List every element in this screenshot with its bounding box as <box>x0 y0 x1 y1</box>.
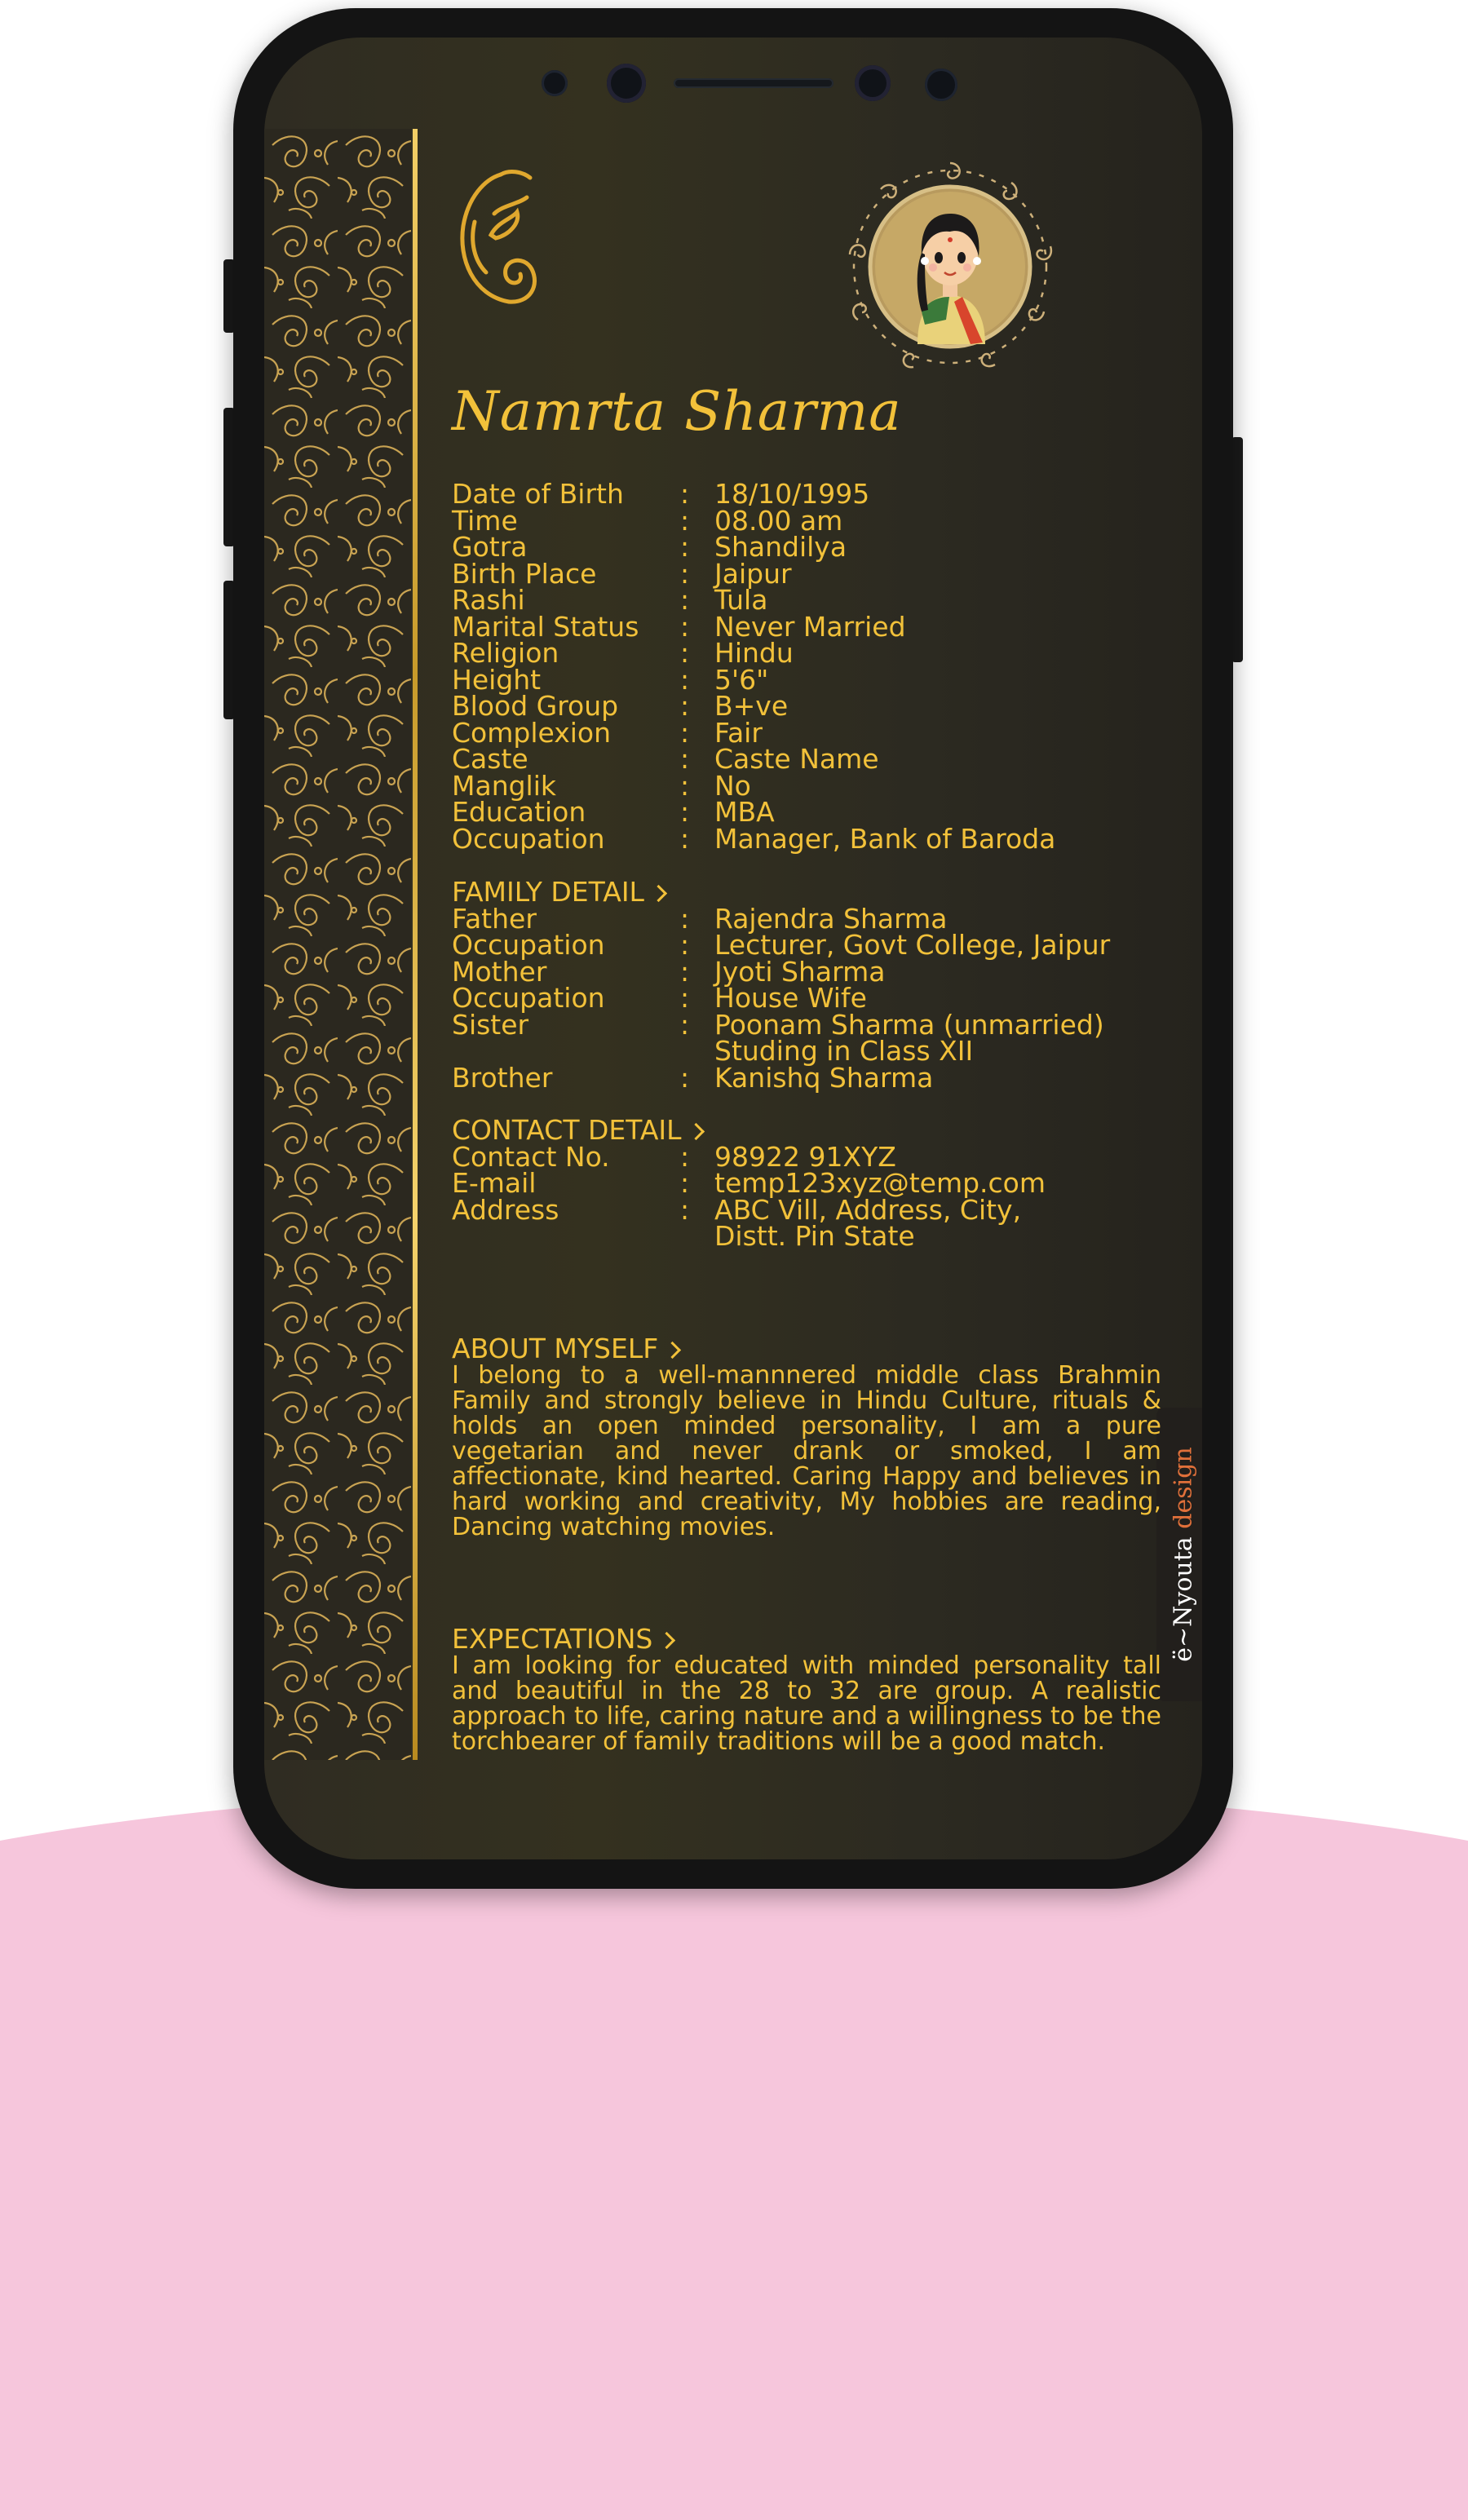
separator: : <box>680 716 690 749</box>
detail-row <box>452 690 1055 722</box>
detail-value: Rajendra Sharma <box>714 902 948 935</box>
detail-row <box>452 1220 1046 1252</box>
detail-value: No <box>714 769 751 802</box>
detail-row <box>452 637 1055 669</box>
detail-row <box>452 982 1110 1014</box>
detail-value: Shandilya <box>714 531 847 563</box>
expectations-heading <box>452 1623 1161 1655</box>
detail-label: Address <box>452 1193 559 1226</box>
detail-row <box>452 1061 1110 1094</box>
detail-value: Kanishq Sharma <box>714 1061 934 1094</box>
sensor-dot <box>855 65 891 101</box>
detail-label: Father <box>452 902 537 935</box>
family-heading <box>452 876 1110 908</box>
detail-label: Birth Place <box>452 557 597 590</box>
bride-avatar-icon <box>840 157 1060 377</box>
contact-address: ABC Vill, Address, City, <box>714 1193 1022 1226</box>
expectations-text: I am looking for educated with minded personality tall and beautiful in the 28 to 32 are group. A realistic approach to life, caring nature and a willingness to be the torchbearer of family traditions will be a good match. <box>452 1651 1161 1756</box>
detail-row <box>452 796 1055 828</box>
about-section <box>452 1333 1161 1541</box>
contact-heading <box>452 1114 1046 1146</box>
separator: : <box>680 584 690 616</box>
detail-value: 5'6" <box>714 663 769 696</box>
earpiece-speaker <box>674 78 833 88</box>
detail-value: Jaipur <box>714 557 792 590</box>
family-heading-label: FAMILY DETAIL <box>452 876 644 908</box>
separator: : <box>680 955 690 988</box>
detail-row <box>452 743 1055 775</box>
detail-value: 18/10/1995 <box>714 478 870 510</box>
detail-label: Gotra <box>452 531 528 563</box>
chevron-right-icon <box>664 1342 681 1359</box>
detail-value: Tula <box>714 584 768 616</box>
sensor-dot <box>542 70 568 96</box>
contact-details <box>452 1114 1046 1252</box>
detail-row <box>452 1035 1110 1067</box>
detail-row <box>452 478 1055 510</box>
detail-value: B+ve <box>714 690 789 722</box>
contact-heading-label: CONTACT DETAIL <box>452 1114 682 1146</box>
separator: : <box>680 663 690 696</box>
separator: : <box>680 637 690 669</box>
detail-value: Poonam Sharma (unmarried) <box>714 1008 1104 1041</box>
detail-label: Rashi <box>452 584 525 616</box>
detail-value: Hindu <box>714 637 794 669</box>
detail-label: Sister <box>452 1008 529 1041</box>
about-heading <box>452 1333 1161 1364</box>
profile-name: Namrta Sharma <box>452 380 902 443</box>
separator: : <box>680 1193 690 1226</box>
detail-label: Height <box>452 663 542 696</box>
detail-value: Never Married <box>714 610 906 643</box>
gold-divider-line <box>413 129 418 1760</box>
pink-background-band <box>0 1786 1468 2520</box>
watermark-badge <box>1156 1408 1202 1701</box>
separator: : <box>680 822 690 855</box>
detail-label: Date of Birth <box>452 478 624 510</box>
detail-label: Occupation <box>452 822 605 855</box>
about-heading-label: ABOUT MYSELF <box>452 1333 659 1364</box>
ornamental-border <box>264 129 411 1760</box>
detail-row <box>452 1167 1046 1199</box>
separator: : <box>680 769 690 802</box>
watermark-text <box>1170 1447 1198 1661</box>
detail-label: Occupation <box>452 982 605 1014</box>
sensor-dot <box>925 69 957 101</box>
front-camera-icon <box>607 64 646 103</box>
chevron-right-icon <box>658 1632 675 1649</box>
detail-label <box>452 1038 680 1065</box>
separator: : <box>680 504 690 537</box>
separator: : <box>680 1061 690 1094</box>
expectations-heading-label: EXPECTATIONS <box>452 1623 653 1655</box>
detail-row <box>452 929 1111 961</box>
contact-address: Distt. Pin State <box>714 1220 915 1252</box>
detail-value: Caste Name <box>714 743 879 775</box>
separator: : <box>680 557 690 590</box>
separator: : <box>680 929 690 961</box>
detail-label: Caste <box>452 743 528 775</box>
detail-row <box>452 584 1055 616</box>
detail-label: Education <box>452 796 586 828</box>
detail-value: MBA <box>714 796 775 828</box>
detail-label: Complexion <box>452 716 612 749</box>
detail-label: Manglik <box>452 769 557 802</box>
chevron-right-icon <box>650 885 667 902</box>
detail-value: 08.00 am <box>714 504 843 537</box>
detail-label: Blood Group <box>452 690 619 722</box>
separator: : <box>680 743 690 775</box>
detail-value: Manager, Bank of Baroda <box>714 822 1056 855</box>
separator: : <box>680 690 690 722</box>
about-text: I belong to a well-mannnered middle class Brahmin Family and strongly believe in Hindu Culture, rituals & holds an open minded personality, I am a pure vegetarian and never drank or smoked, I am affectionate, kind hearted. Caring Happy and believes in hard working and creativity, My hobbies are reading, Dancing watching movies. <box>452 1360 1161 1541</box>
separator: : <box>680 982 690 1014</box>
contact-phone: 98922 91XYZ <box>714 1140 896 1173</box>
detail-value: Jyoti Sharma <box>714 955 886 988</box>
ganesh-icon <box>452 165 550 323</box>
separator: : <box>680 1140 690 1173</box>
detail-value: Studing in Class XII <box>714 1035 974 1067</box>
contact-email: temp123xyz@temp.com <box>714 1167 1046 1199</box>
watermark-brand: ë~Nyouta <box>1169 1536 1198 1662</box>
phone-bezel <box>264 38 1202 1859</box>
detail-label: Religion <box>452 637 559 669</box>
detail-label: Time <box>452 504 518 537</box>
phone-screen <box>264 38 1202 1859</box>
detail-row <box>452 531 1055 563</box>
detail-label: Brother <box>452 1061 553 1094</box>
separator: : <box>680 902 690 935</box>
detail-label: E-mail <box>452 1167 537 1199</box>
family-details <box>452 876 1111 1094</box>
detail-row <box>452 822 1056 855</box>
watermark-suffix: design <box>1169 1447 1198 1529</box>
separator: : <box>680 1167 690 1199</box>
detail-value: House Wife <box>714 982 867 1014</box>
expectations-section <box>452 1623 1161 1756</box>
detail-value: Lecturer, Govt College, Jaipur <box>714 929 1111 961</box>
separator: : <box>680 1008 690 1041</box>
detail-label: Marital Status <box>452 610 639 643</box>
detail-value: Fair <box>714 716 763 749</box>
separator: : <box>680 531 690 563</box>
detail-label: Mother <box>452 955 547 988</box>
chevron-right-icon <box>687 1123 704 1140</box>
detail-label: Contact No. <box>452 1140 610 1173</box>
phone-power-button <box>1231 437 1243 662</box>
separator: : <box>680 478 690 510</box>
separator: : <box>680 796 690 828</box>
detail-label: Occupation <box>452 929 605 961</box>
separator: : <box>680 610 690 643</box>
detail-label <box>452 1223 680 1250</box>
phone-frame <box>233 8 1233 1889</box>
personal-details <box>452 478 1056 855</box>
